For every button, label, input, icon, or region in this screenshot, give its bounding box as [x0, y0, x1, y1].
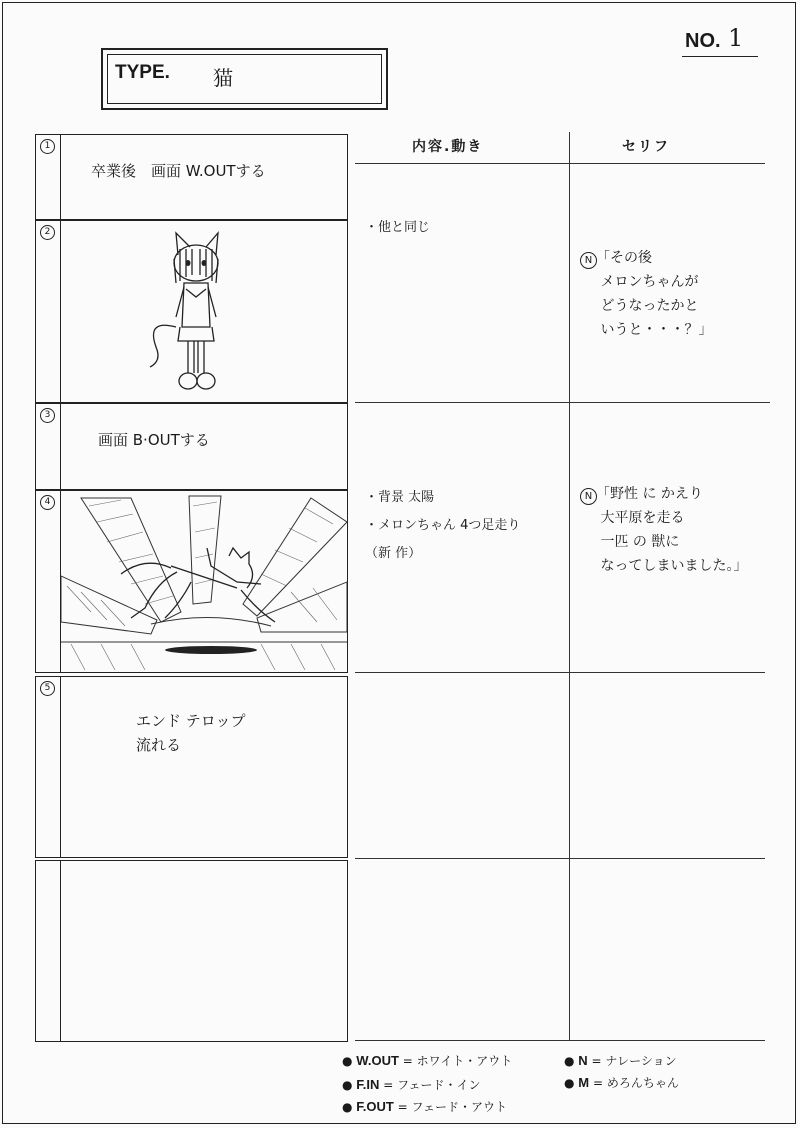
- grid-line-header: [355, 163, 765, 164]
- legend-item: ● M = めろんちゃん: [564, 1075, 679, 1090]
- grid-line-bottom: [355, 1040, 765, 1041]
- motion-note-row4: ・背景 太陽 ・メロンちゃん 4つ足走り （新 作）: [365, 490, 521, 561]
- frame-number: 4: [40, 495, 55, 510]
- type-label: TYPE.: [115, 62, 170, 83]
- cat-girl-standing-illustration: [136, 227, 256, 397]
- type-value: 猫: [213, 66, 233, 90]
- dialogue-row4: 「野性 に かえり 大平原を走る 一匹 の 獣に なってしまいました。」: [596, 486, 748, 574]
- frame-number: 1: [40, 139, 55, 154]
- frame-note: エンド テロップ 流れる: [136, 712, 246, 754]
- frame-number: 3: [40, 408, 55, 423]
- frame-note: 卒業後 画面 W.OUTする: [91, 162, 266, 180]
- narration-marker: N: [580, 252, 597, 269]
- frame-number: 5: [40, 681, 55, 696]
- legend-item: ● W.OUT = ホワイト・アウト: [342, 1053, 513, 1068]
- frame-5: [35, 676, 348, 858]
- running-cat-sunburst-illustration: [61, 492, 347, 672]
- page-number-underline: [682, 56, 758, 57]
- grid-column-divider: [569, 132, 570, 1040]
- grid-line-row4: [355, 672, 765, 673]
- legend-item: ● F.IN = フェード・イン: [342, 1077, 481, 1092]
- page-number-value: 1: [728, 24, 744, 52]
- column-header-dialogue: セリフ: [622, 139, 670, 155]
- frame-number: 2: [40, 225, 55, 240]
- motion-note-row2: ・他と同じ: [365, 220, 431, 235]
- legend-item: ● F.OUT = フェード・アウト: [342, 1099, 507, 1114]
- legend-item: ● N = ナレーション: [564, 1053, 677, 1068]
- frame-note: 画面 B·OUTする: [98, 431, 210, 449]
- frame-1: [35, 134, 348, 220]
- dialogue-row2: 「その後 メロンちゃんが どうなったかと いうと・・・？」: [596, 250, 713, 338]
- narration-marker: N: [580, 488, 597, 505]
- frame-4: [35, 490, 348, 673]
- type-box: [101, 48, 388, 110]
- frame-2: [35, 220, 348, 403]
- grid-line-row2: [355, 402, 770, 403]
- frame-3: [35, 403, 348, 490]
- page-number-label: NO.: [685, 30, 721, 52]
- grid-line-row5: [355, 858, 765, 859]
- column-header-motion: 内容.動き: [412, 139, 484, 155]
- frame-6: [35, 860, 348, 1042]
